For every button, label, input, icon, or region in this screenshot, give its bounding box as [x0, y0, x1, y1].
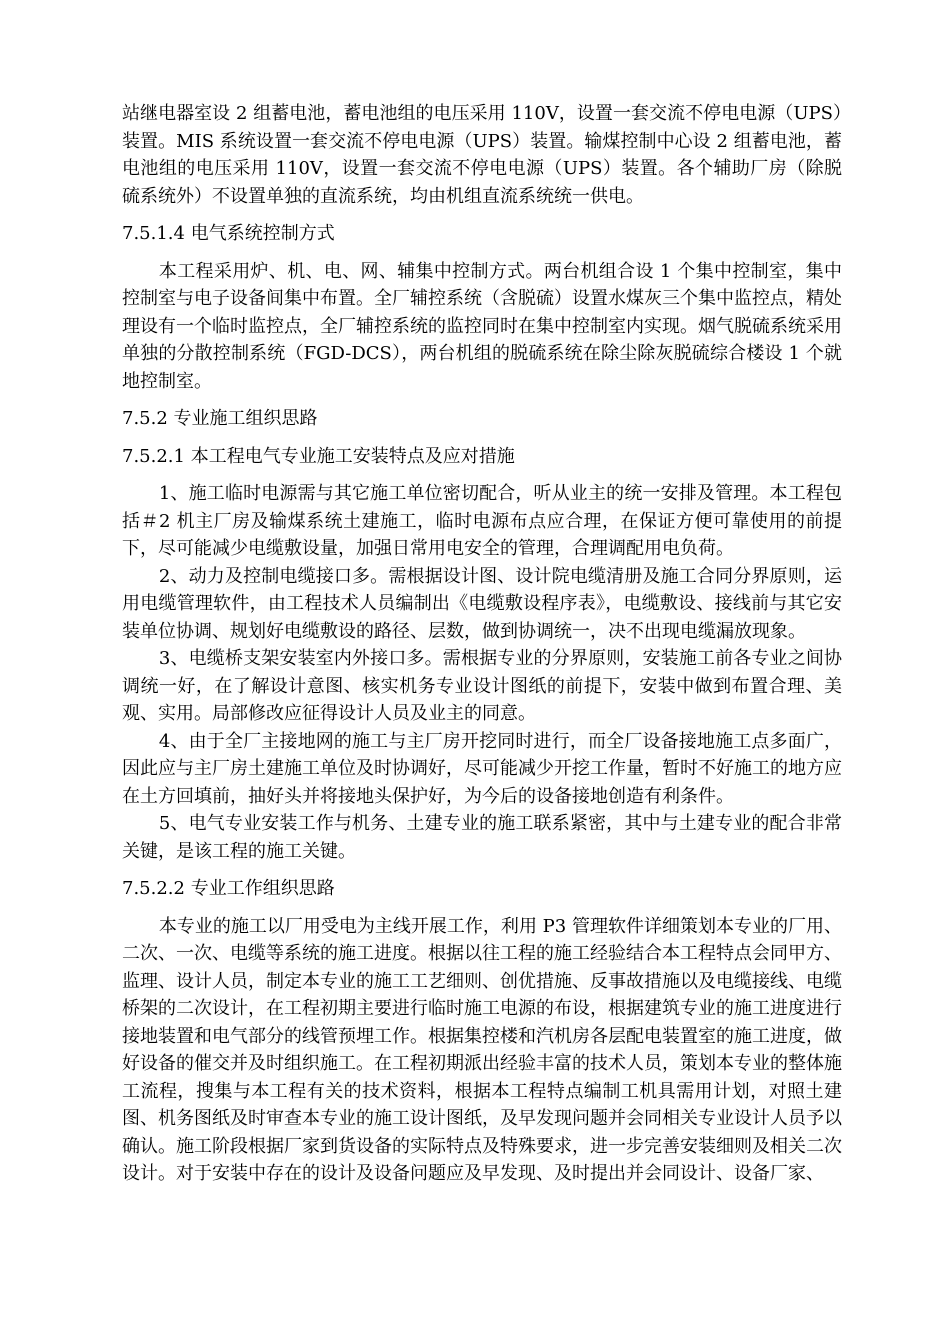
list-item-5: 5、电气专业安装工作与机务、土建专业的施工联系紧密，其中与土建专业的配合非常关键，是该工程的施工关键。 — [122, 813, 842, 862]
heading-7-5-2: 7.5.2 专业施工组织思路 — [122, 408, 318, 429]
list-item-4: 4、由于全厂主接地网的施工与主厂房开挖同时进行，而全厂设备接地施工点多面广，因此应与主厂房土建施工单位及时协调好，尽可能减少开挖工作量，暂时不好施工的地方应在土方回填前，抽好头并将接地头保护好，为今后的设备接地创造有利条件。 — [122, 730, 842, 807]
list-item-2: 2、动力及控制电缆接口多。需根据设计图、设计院电缆清册及施工合同分界原则，运用电缆管理软件，由工程技术人员编制出《电缆敷设程序表》，电缆敷设、接线前与其它安装单位协调、规划好电缆敷设的路径、层数，做到协调统一，决不出现电缆漏放现象。 — [122, 565, 842, 642]
paragraph-dc-power: 站继电器室设 2 组蓄电池，蓄电池组的电压采用 110V，设置一套交流不停电电源（UPS）装置。MIS 系统设置一套交流不停电电源（UPS）装置。输煤控制中心设 2 组蓄电池，蓄电池组的电压采用 110V，设置一套交流不停电电源（UPS）装置。各个辅助厂房（除脱硫系统外）不设置单独的直流系统，均由机组直流系统统一供电。 — [122, 103, 842, 207]
list-item-3: 3、电缆桥支架安装室内外接口多。需根据专业的分界原则，安装施工前各专业之间协调统一好，在了解设计意图、核实机务专业设计图纸的前提下，安装中做到布置合理、美观、实用。局部修改应征得设计人员及业主的同意。 — [122, 648, 842, 724]
paragraph-work-organization: 本专业的施工以厂用受电为主线开展工作，利用 P3 管理软件详细策划本专业的厂用、二次、一次、电缆等系统的施工进度。根据以往工程的施工经验结合本工程特点会同甲方、监理、设计人员，制定本专业的施工工艺细则、创优措施、反事故措施以及电缆接线、电缆桥架的二次设计，在工程初期主要进行临时施工电源的布设，根据建筑专业的施工进度进行接地装置和电气部分的线管预埋工作。根据集控楼和汽机房各层配电装置室的施工进度，做好设备的催交并及时组织施工。在工程初期派出经验丰富的技术人员，策划本专业的整体施工流程，搜集与本工程有关的技术资料，根据本工程特点编制工机具需用计划，对照土建图、机务图纸及时审查本专业的施工设计图纸，及早发现问题并会同相关专业设计人员予以确认。施工阶段根据厂家到货设备的实际特点及特殊要求，进一步完善安装细则及相关二次设计。对于安装中存在的设计及设备问题应及早发现、及时提出并会同设计、设备厂家、 — [122, 915, 842, 1184]
list-item-1: 1、施工临时电源需与其它施工单位密切配合，听从业主的统一安排及管理。本工程包括＃2 机主厂房及输煤系统土建施工，临时电源布点应合理，在保证方便可靠使用的前提下，尽可能减少电缆敷设量，加强日常用电安全的管理，合理调配用电负荷。 — [122, 483, 842, 559]
heading-7-5-2-1: 7.5.2.1 本工程电气专业施工安装特点及应对措施 — [122, 445, 515, 467]
heading-7-5-2-2: 7.5.2.2 专业工作组织思路 — [122, 878, 335, 899]
heading-7-5-1-4: 7.5.1.4 电气系统控制方式 — [122, 223, 335, 244]
paragraph-control-mode: 本工程采用炉、机、电、网、辅集中控制方式。两台机组合设 1 个集中控制室，集中控制室与电子设备间集中布置。全厂辅控系统（含脱硫）设置水煤灰三个集中监控点，精处理设有一个临时监控点，全厂辅控系统的监控同时在集中控制室内实现。烟气脱硫系统采用单独的分散控制系统（FGD-DCS），两台机组的脱硫系统在除尘除灰脱硫综合楼设 1 个就地控制室。 — [122, 260, 842, 392]
